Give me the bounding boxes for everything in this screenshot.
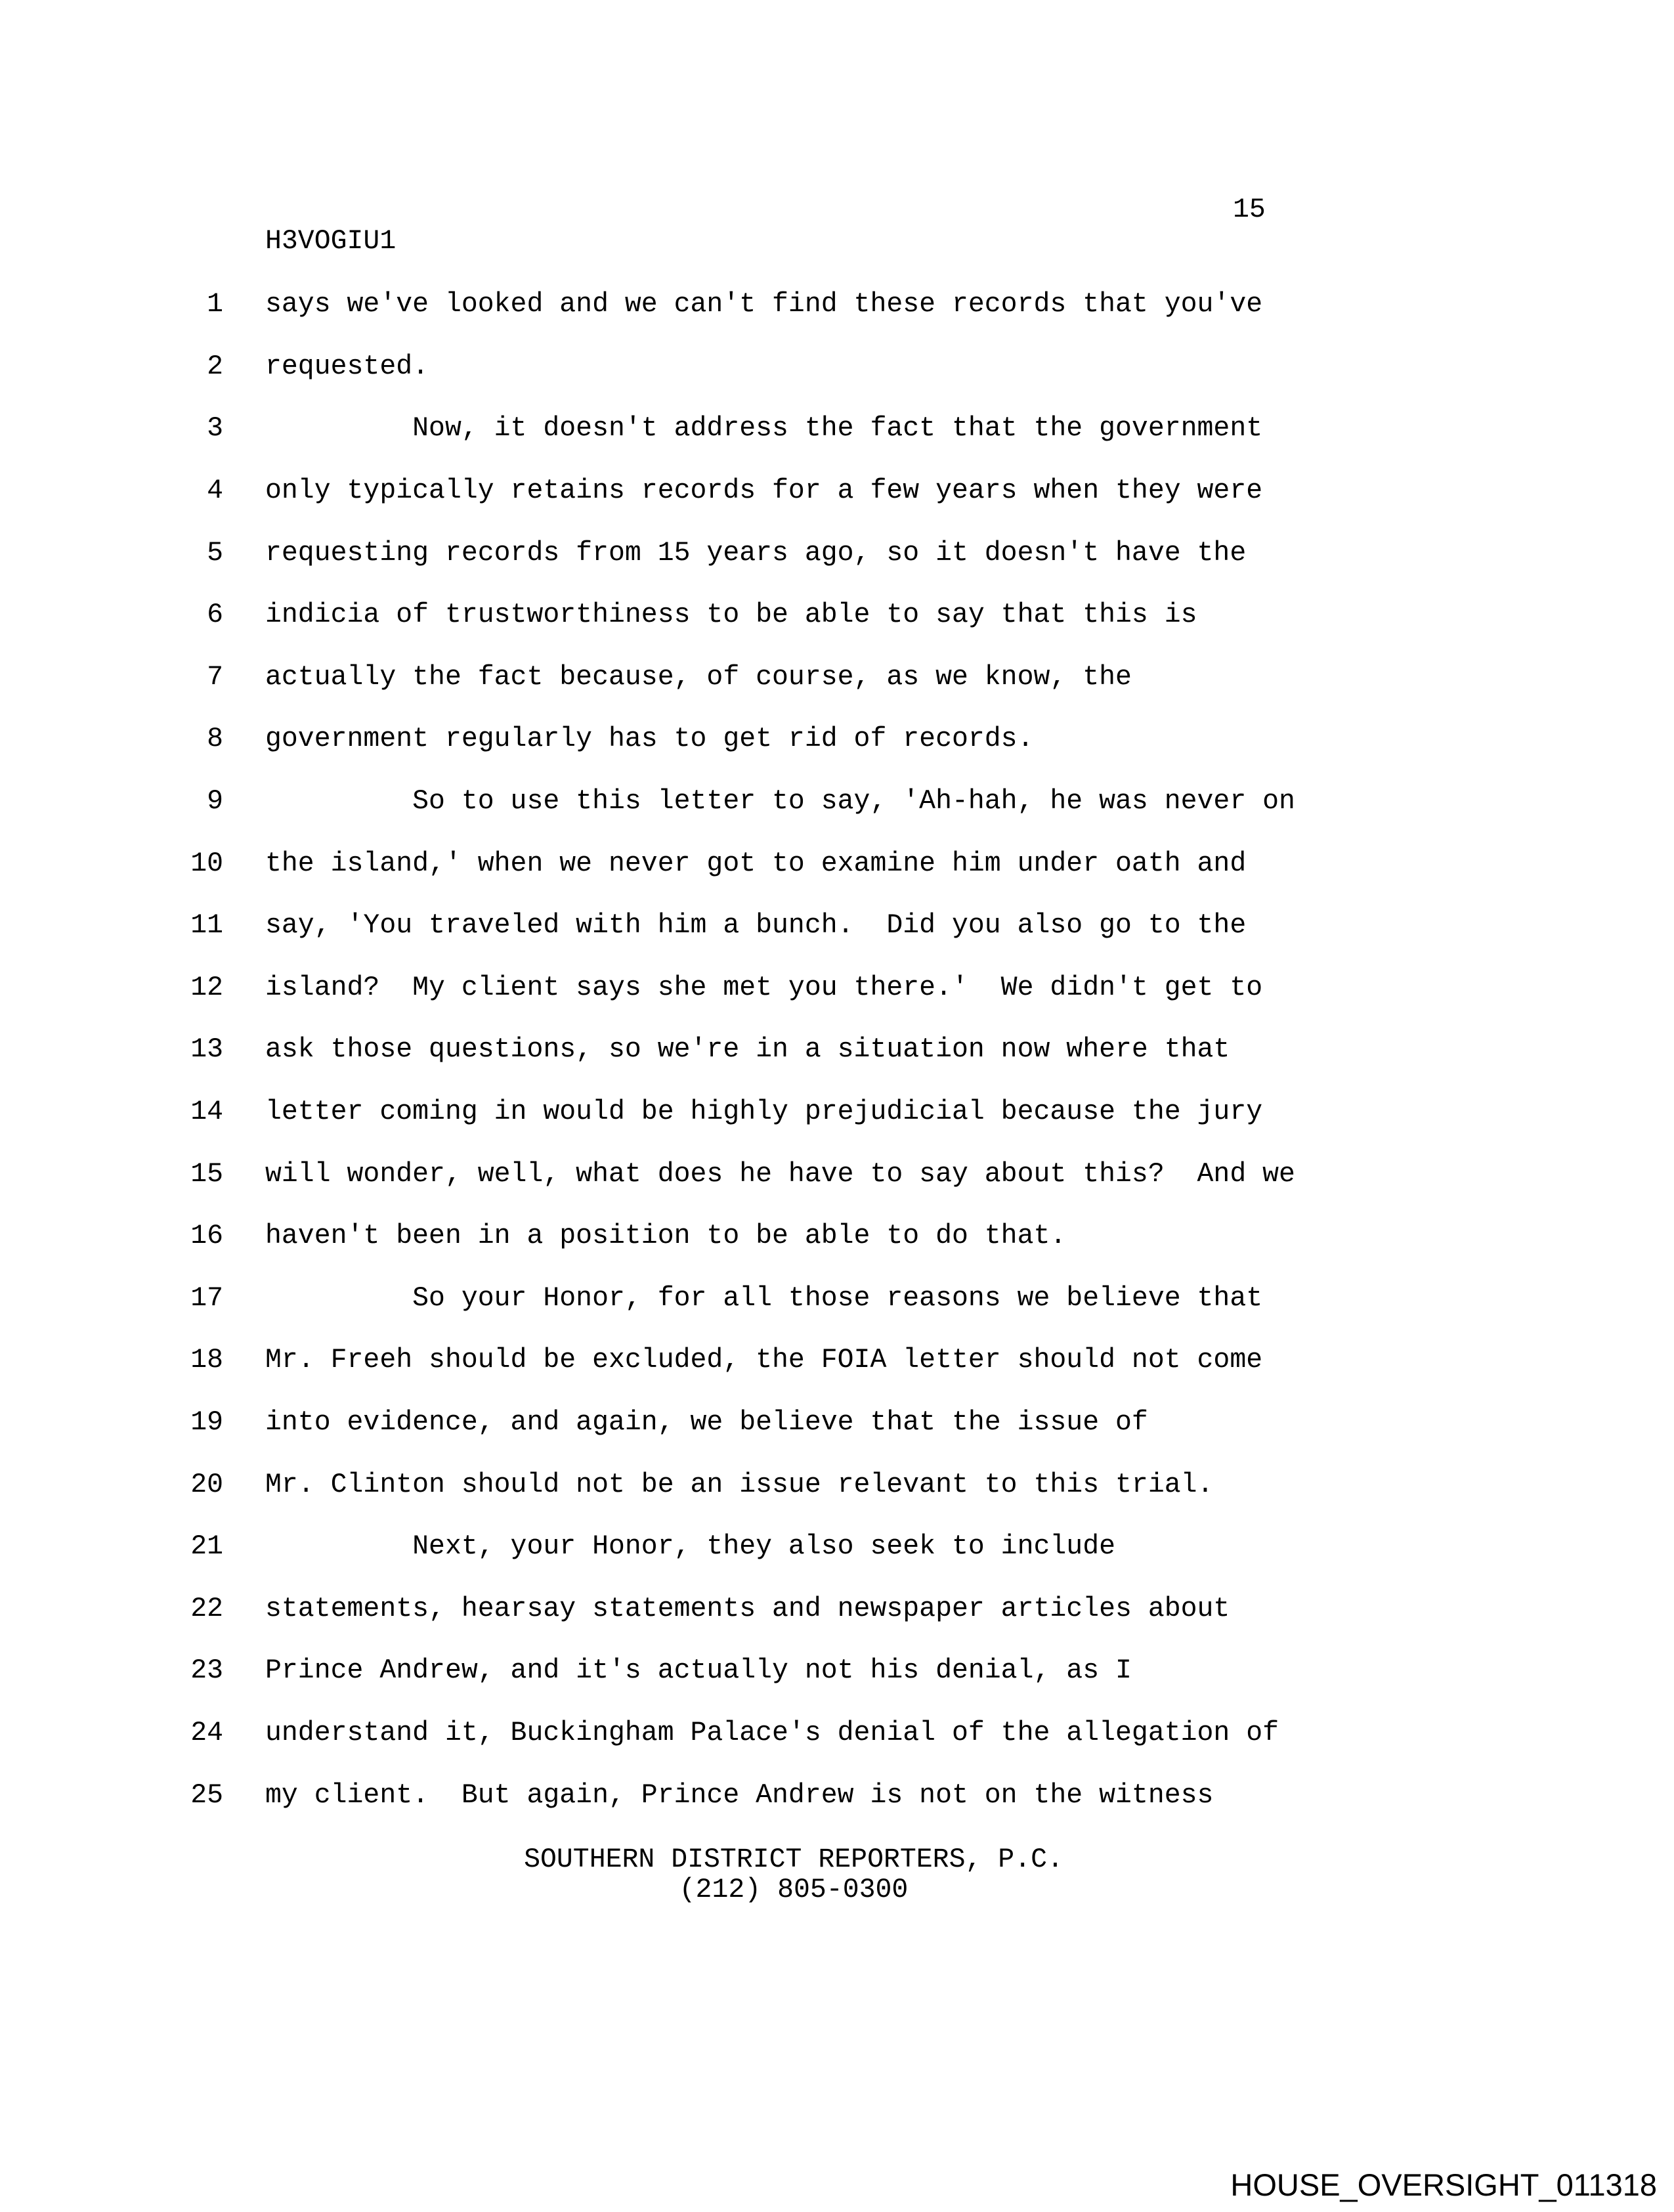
line-text: indicia of trustworthiness to be able to say that this is [265,599,1197,631]
line-text: island? My client says she met you there.' We didn't get to [265,972,1263,1003]
transcript-line [0,647,1674,709]
transcript-line [0,584,1674,647]
transcript-line [0,274,1674,336]
line-text: only typically retains records for a few years when they were [265,475,1263,507]
line-text: into evidence, and again, we believe that the issue of [265,1406,1148,1438]
line-number: 15 [190,1158,223,1190]
line-number: 8 [207,724,223,755]
transcript-line [0,1454,1674,1516]
transcript-line [0,1516,1674,1578]
transcript-line [0,833,1674,895]
line-number: 25 [190,1779,223,1811]
transcript-line [0,1578,1674,1640]
line-text: Mr. Freeh should be excluded, the FOIA letter should not come [265,1345,1263,1376]
line-number: 14 [190,1096,223,1128]
line-number: 1 [207,289,223,320]
transcript-line [0,1268,1674,1330]
transcript-line [0,895,1674,957]
line-text: understand it, Buckingham Palace's denial of the allegation of [265,1717,1279,1748]
line-number: 13 [190,1034,223,1066]
line-number: 22 [190,1593,223,1624]
line-text: requesting records from 15 years ago, so it doesn't have the [265,537,1247,569]
transcript-line [0,522,1674,584]
line-number: 23 [190,1655,223,1687]
transcript-line [0,460,1674,523]
transcript-line [0,1019,1674,1081]
transcript-line [0,1081,1674,1144]
line-text: haven't been in a position to be able to do that. [265,1221,1067,1252]
line-text: Prince Andrew, and it's actually not his denial, as I [265,1655,1132,1687]
line-text: So to use this letter to say, 'Ah-hah, he was never on [265,786,1295,817]
transcript-line [0,957,1674,1020]
line-number: 7 [207,661,223,693]
transcript-body [0,274,1674,1827]
transcript-line [0,1640,1674,1702]
line-number: 2 [207,351,223,382]
line-number: 18 [190,1345,223,1376]
line-number: 5 [207,537,223,569]
footer-phone: (212) 805-0300 [679,1875,909,1905]
line-text: So your Honor, for all those reasons we believe that [265,1282,1263,1314]
line-text: government regularly has to get rid of records. [265,724,1034,755]
footer-firm-name: SOUTHERN DISTRICT REPORTERS, P.C. [524,1844,1063,1875]
transcript-line [0,398,1674,460]
line-number: 11 [190,910,223,942]
transcript-line [0,771,1674,833]
line-text: ask those questions, so we're in a situation now where that [265,1034,1230,1066]
line-text: says we've looked and we can't find these records that you've [265,289,1263,320]
line-text: Next, your Honor, they also seek to include [265,1531,1116,1563]
transcript-line [0,1702,1674,1765]
line-text: the island,' when we never got to examine him under oath and [265,848,1247,879]
line-text: my client. But again, Prince Andrew is not on the witness [265,1779,1214,1811]
line-text: statements, hearsay statements and newspaper articles about [265,1593,1230,1624]
line-number: 20 [190,1469,223,1500]
line-text: Mr. Clinton should not be an issue relevant to this trial. [265,1469,1214,1500]
line-text: will wonder, well, what does he have to say about this? And we [265,1158,1295,1190]
transcript-line [0,708,1674,771]
line-number: 12 [190,972,223,1003]
transcript-line [0,336,1674,399]
line-number: 19 [190,1406,223,1438]
transcript-line [0,1143,1674,1205]
line-number: 4 [207,475,223,507]
line-number: 21 [190,1531,223,1563]
line-text: Now, it doesn't address the fact that the government [265,413,1263,445]
line-number: 17 [190,1282,223,1314]
header-code: H3VOGIU1 [265,226,397,257]
line-number: 3 [207,413,223,445]
line-number: 6 [207,599,223,631]
line-number: 9 [207,786,223,817]
line-text: requested. [265,351,429,382]
watermark-bates-number: HOUSE_OVERSIGHT_011318 [1230,2167,1657,2202]
line-number: 24 [190,1717,223,1748]
transcript-line [0,1330,1674,1392]
line-text: actually the fact because, of course, as we know, the [265,661,1132,693]
page-number: 15 [1233,194,1266,225]
transcript-line [0,1392,1674,1454]
transcript-line [0,1764,1674,1827]
line-text: letter coming in would be highly prejudicial because the jury [265,1096,1263,1128]
line-number: 16 [190,1221,223,1252]
line-text: say, 'You traveled with him a bunch. Did you also go to the [265,910,1247,942]
transcript-line [0,1205,1674,1268]
line-number: 10 [190,848,223,879]
